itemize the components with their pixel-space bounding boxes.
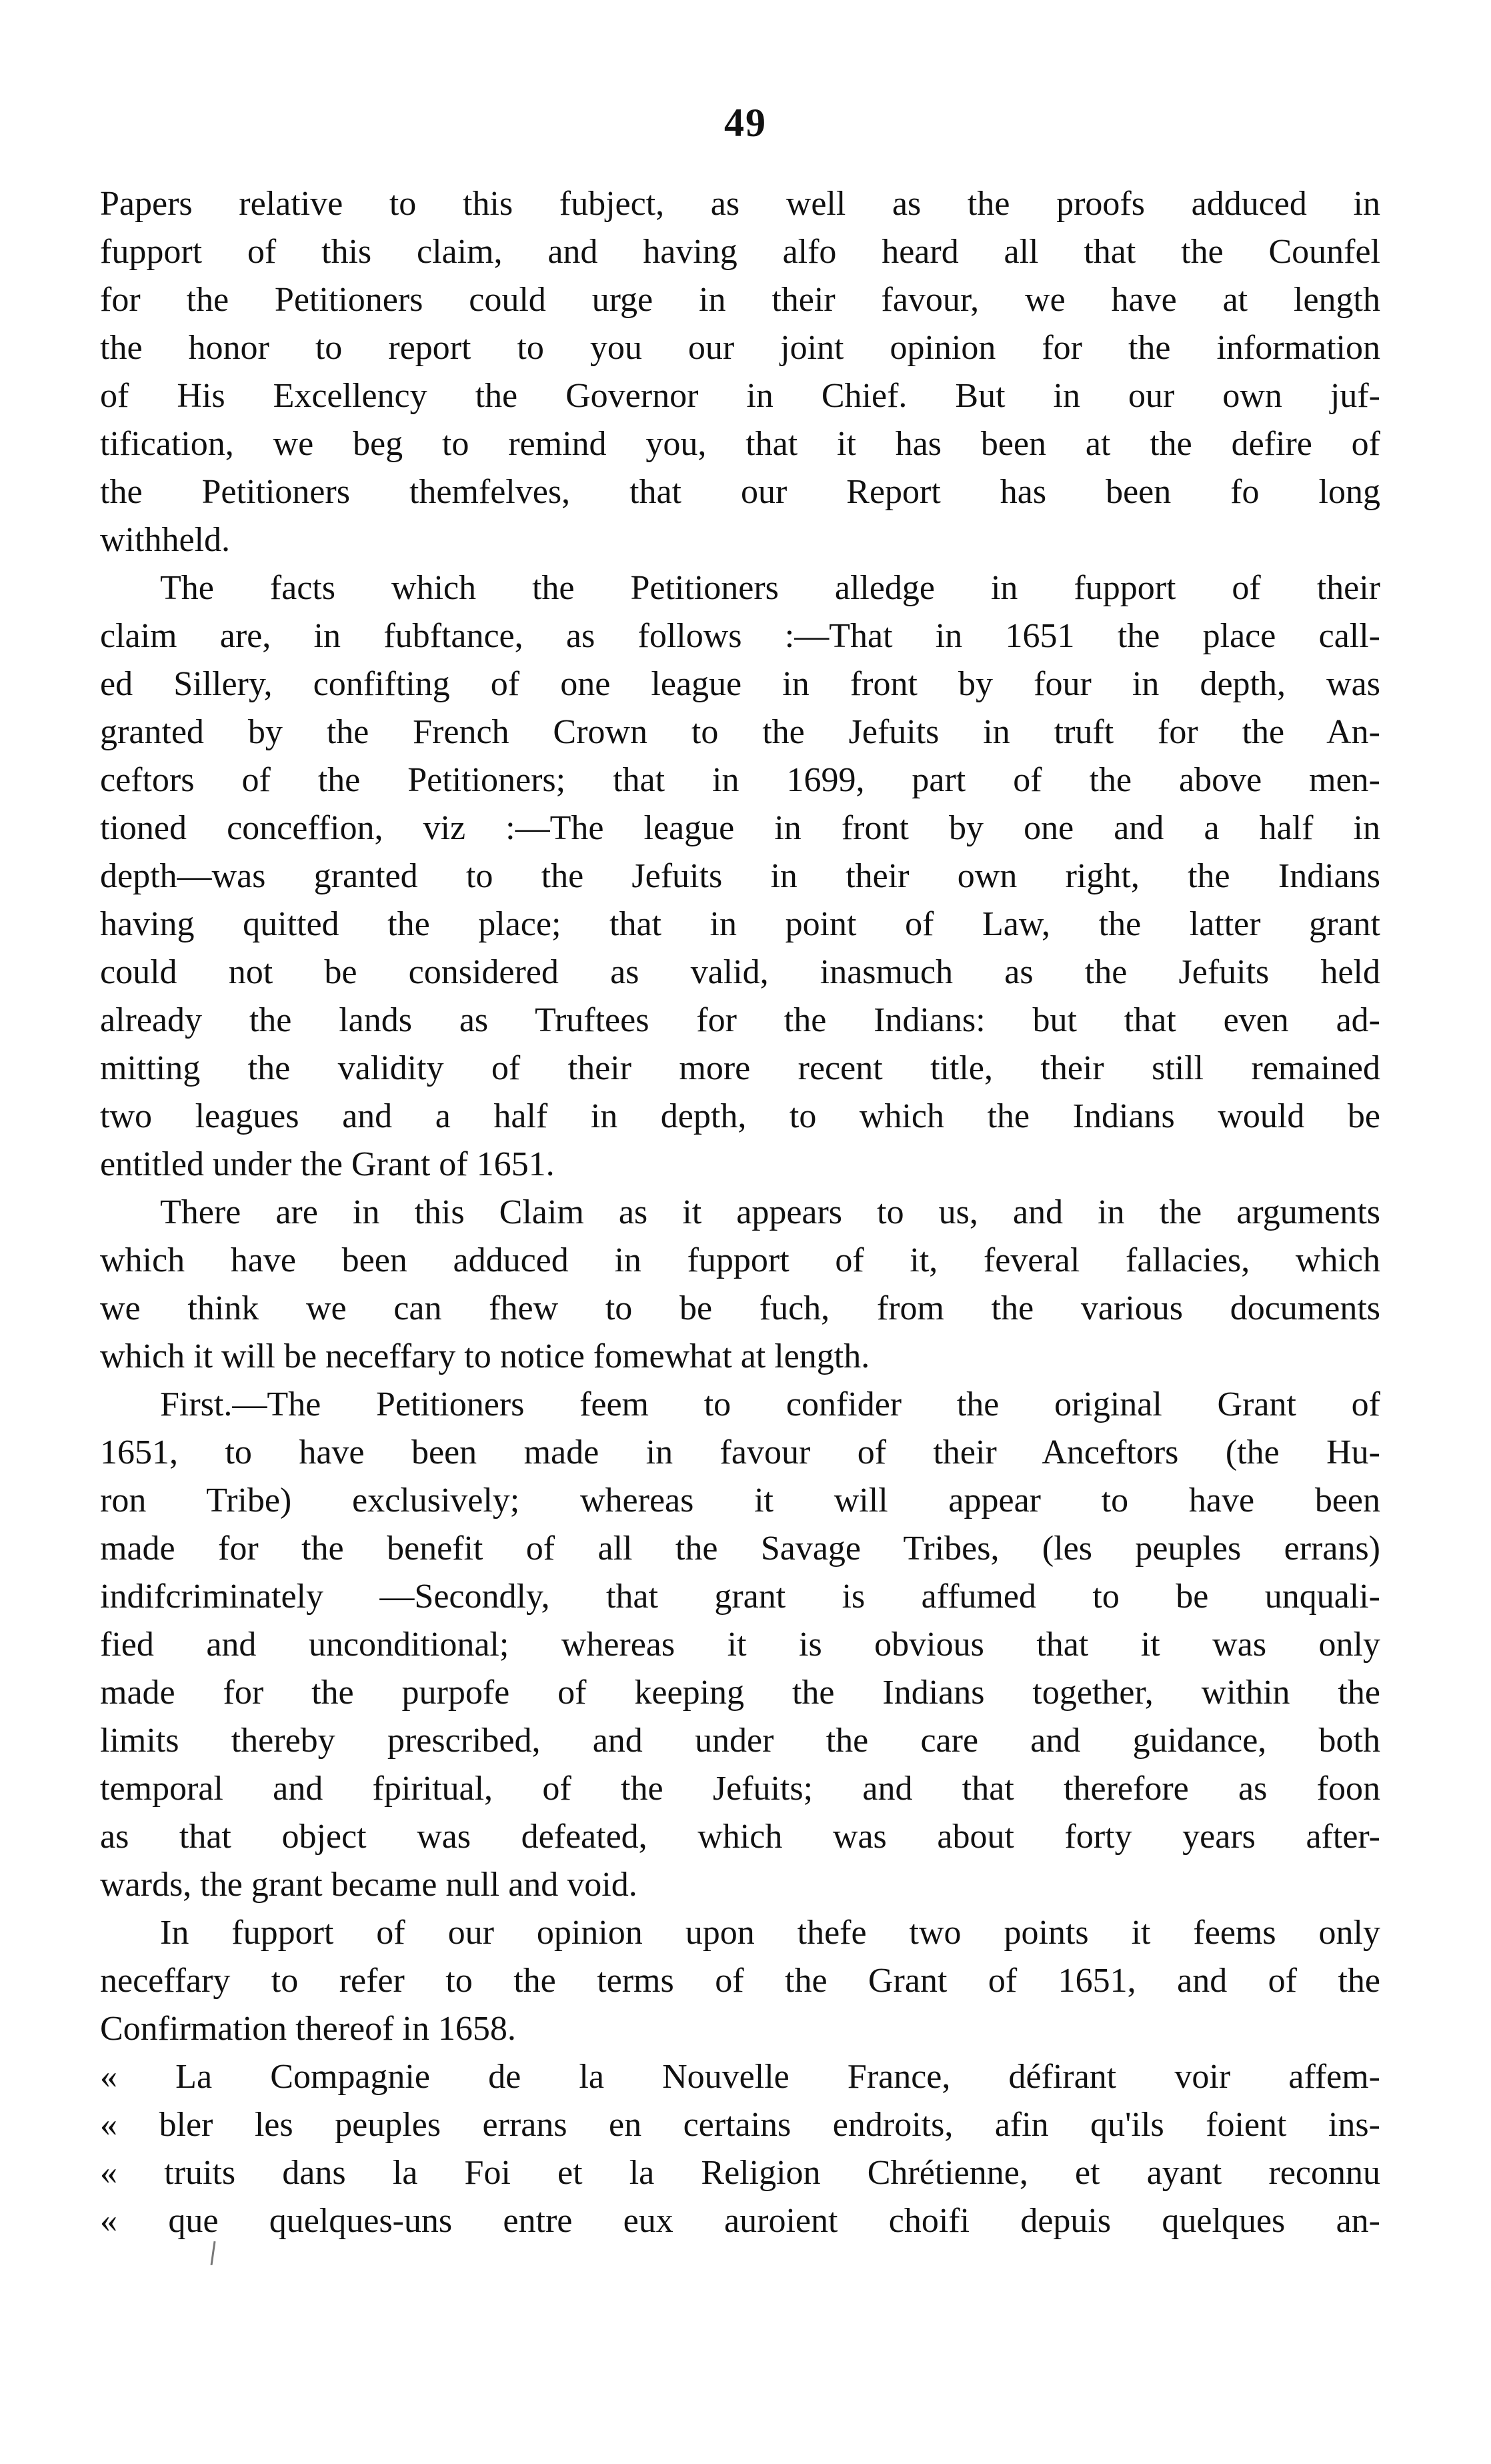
text-line: There are in this Claim as it appears to us, and in the arguments [160,1193,1380,1231]
paragraph-5 [100,1909,1380,2053]
paragraph-1 [100,180,1380,564]
text-line: temporal and fpiritual, of the Jefuits; and that therefore as foon [100,1770,1380,1808]
text-line: made for the benefit of all the Savage Tribes, (les peuples errans) [100,1529,1380,1568]
text-line: depth—was granted to the Jefuits in their own right, the Indians [100,857,1380,895]
text-line: of His Excellency the Governor in Chief. But in our own juf- [100,377,1380,415]
text-line: having quitted the place; that in point of Law, the latter grant [100,905,1380,943]
french-quotation [100,2053,1380,2245]
quote-line: « La Compagnie de la Nouvelle France, défirant voir affem- [100,2058,1380,2096]
text-line: Confirmation thereof in 1658. [100,2010,516,2048]
paragraph-2 [100,564,1380,1189]
text-line: In fupport of our opinion upon thefe two points it feems only [160,1914,1380,1952]
text-line: ron Tribe) exclusively; whereas it will appear to have been [100,1481,1380,1519]
text-line: which it will be neceffary to notice fomewhat at length. [100,1337,870,1375]
page-number: 49 [724,101,767,145]
text-line: limits thereby prescribed, and under the care and guidance, both [100,1722,1380,1760]
text-line: ceftors of the Petitioners; that in 1699, part of the above men- [100,761,1380,799]
text-line: two leagues and a half in depth, to which the Indians would be [100,1097,1380,1135]
text-line: for the Petitioners could urge in their favour, we have at length [100,281,1380,319]
text-line: we think we can fhew to be fuch, from the various documents [100,1289,1380,1327]
text-line: entitled under the Grant of 1651. [100,1145,555,1183]
quote-line: « que quelques-uns entre eux auroient choifi depuis quelques an- [100,2202,1380,2240]
text-line: as that object was defeated, which was about forty years after- [100,1818,1380,1856]
text-line: made for the purpofe of keeping the Indians together, within the [100,1674,1380,1712]
text-line: could not be considered as valid, inasmuch as the Jefuits held [100,953,1380,991]
text-line: the honor to report to you our joint opinion for the information [100,329,1380,367]
text-line: 1651, to have been made in favour of their Anceftors (the Hu- [100,1433,1380,1471]
text-line: tification, we beg to remind you, that it has been at the defire of [100,425,1380,463]
text-line: First.—The Petitioners feem to confider the original Grant of [160,1385,1380,1423]
text-line: mitting the validity of their more recent title, their still remained [100,1049,1380,1087]
text-line: withheld. [100,521,230,559]
text-line: Papers relative to this fubject, as well as the proofs adduced in [100,185,1380,223]
quote-line: « truits dans la Foi et la Religion Chrétienne, et ayant reconnu [100,2154,1380,2192]
text-line: wards, the grant became null and void. [100,1866,637,1904]
body-text [100,180,1380,2245]
text-line: indifcriminately —Secondly, that grant is affumed to be unquali- [100,1578,1380,1616]
text-line: already the lands as Truftees for the Indians: but that even ad- [100,1001,1380,1039]
text-line: fupport of this claim, and having alfo heard all that the Counfel [100,233,1380,271]
text-line: ed Sillery, confifting of one league in front by four in depth, was [100,665,1380,703]
quote-line: « bler les peuples errans en certains endroits, afin qu'ils foient ins- [100,2106,1380,2144]
text-line: claim are, in fubftance, as follows :—That in 1651 the place call- [100,617,1380,655]
paragraph-3 [100,1189,1380,1381]
text-line: fied and unconditional; whereas it is obvious that it was only [100,1626,1380,1664]
paragraph-4 [100,1381,1380,1909]
text-line: neceffary to refer to the terms of the Grant of 1651, and of the [100,1962,1380,2000]
text-line: the Petitioners themfelves, that our Report has been fo long [100,473,1380,511]
text-line: tioned conceffion, viz :—The league in front by one and a half in [100,809,1380,847]
text-line: The facts which the Petitioners alledge in fupport of their [160,569,1380,607]
text-line: which have been adduced in fupport of it, feveral fallacies, which [100,1241,1380,1279]
text-line: granted by the French Crown to the Jefuits in truft for the An- [100,713,1380,751]
